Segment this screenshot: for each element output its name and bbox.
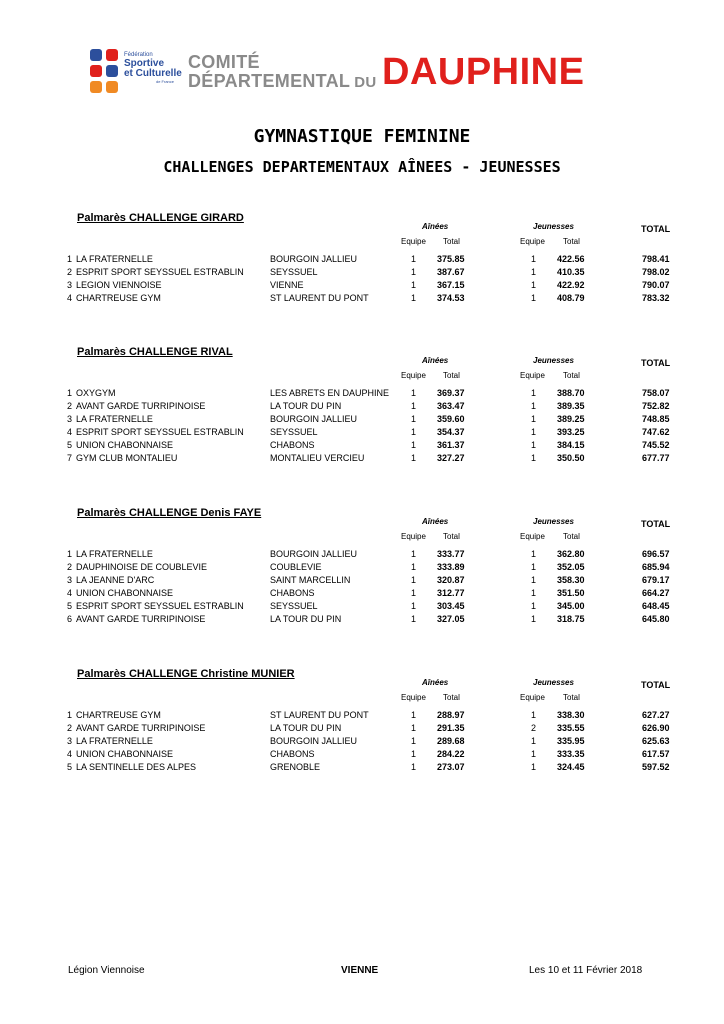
jeunesses-equipe: 1 [531,749,537,759]
grand-total: 747.62 [642,427,670,437]
ainees-equipe: 1 [411,440,417,450]
table-row [0,293,724,306]
ainees-total: 375.85 [437,254,465,264]
jeunesses-equipe: 1 [531,575,537,585]
grand-total: 625.63 [642,736,670,746]
ainees-equipe: 1 [411,749,417,759]
ainees-total: 374.53 [437,293,465,303]
club-name: AVANT GARDE TURRIPINOISE [76,614,206,624]
total-subheader: Total [443,237,460,246]
club-name: LA SENTINELLE DES ALPES [76,762,197,772]
city: ST LAURENT DU PONT [270,710,369,720]
total-subheader: Total [443,371,460,380]
jeunesses-total: 333.35 [557,749,585,759]
city: CHABONS [270,588,315,598]
jeunesses-total: 362.80 [557,549,585,559]
jeunesses-total: 351.50 [557,588,585,598]
jeunesses-total: 338.30 [557,710,585,720]
total-header: TOTAL [641,680,671,690]
total-subheader: Total [563,237,580,246]
city: SEYSSUEL [270,427,318,437]
ainees-equipe: 1 [411,267,417,277]
jeunesses-equipe: 1 [531,267,537,277]
jeunesses-equipe: 1 [531,414,537,424]
grand-total: 645.80 [642,614,670,624]
ainees-equipe: 1 [411,453,417,463]
ainees-total: 359.60 [437,414,465,424]
club-name: LA FRATERNELLE [76,414,153,424]
ainees-total: 363.47 [437,401,465,411]
city: CHABONS [270,749,315,759]
jeunesses-total: 410.35 [557,267,585,277]
rank: 2 [67,562,73,572]
ainees-equipe: 1 [411,254,417,264]
table-row [0,549,724,562]
ainees-equipe: 1 [411,614,417,624]
rank: 1 [67,549,73,559]
rank: 4 [67,749,73,759]
jeunesses-equipe: 2 [531,723,537,733]
grand-total: 597.52 [642,762,670,772]
ainees-total: 327.27 [437,453,465,463]
club-name: OXYGYM [76,388,116,398]
jeunesses-header: Jeunesses [533,222,574,231]
rank: 5 [67,601,73,611]
jeunesses-equipe: 1 [531,440,537,450]
ainees-equipe: 1 [411,414,417,424]
rank: 4 [67,293,73,303]
equipe-subheader: Equipe [401,532,426,541]
ainees-header: Aînées [422,517,449,526]
jeunesses-equipe: 1 [531,388,537,398]
jeunesses-total: 358.30 [557,575,585,585]
ainees-equipe: 1 [411,575,417,585]
jeunesses-total: 384.15 [557,440,585,450]
ainees-total: 367.15 [437,280,465,290]
jeunesses-equipe: 1 [531,453,537,463]
city: SAINT MARCELLIN [270,575,351,585]
grand-total: 748.85 [642,414,670,424]
jeunesses-equipe: 1 [531,280,537,290]
footer-location: VIENNE [341,965,379,976]
grand-total: 752.82 [642,401,670,411]
total-header: TOTAL [641,358,671,368]
city: SEYSSUEL [270,601,318,611]
total-subheader: Total [443,693,460,702]
table-row [0,427,724,440]
rank: 2 [67,267,73,277]
grand-total: 685.94 [642,562,670,572]
club-name: DAUPHINOISE DE COUBLEVIE [76,562,208,572]
ainees-total: 291.35 [437,723,465,733]
city: COUBLEVIE [270,562,322,572]
page-subtitle: CHALLENGES DEPARTEMENTAUX AÎNEES - JEUNESSES [163,158,561,176]
section-title: Palmarès CHALLENGE Christine MUNIER [77,668,295,680]
ainees-total: 312.77 [437,588,465,598]
footer-organizer: Légion Viennoise [68,965,145,976]
club-name: GYM CLUB MONTALIEU [76,453,178,463]
jeunesses-equipe: 1 [531,293,537,303]
ainees-equipe: 1 [411,280,417,290]
city: MONTALIEU VERCIEU [270,453,365,463]
jeunesses-total: 318.75 [557,614,585,624]
table-row [0,267,724,280]
club-name: ESPRIT SPORT SEYSSUEL ESTRABLIN [76,601,244,611]
city: LA TOUR DU PIN [270,614,342,624]
jeunesses-total: 335.95 [557,736,585,746]
rank: 5 [67,762,73,772]
rank: 4 [67,427,73,437]
rank: 1 [67,388,73,398]
club-name: AVANT GARDE TURRIPINOISE [76,723,206,733]
club-name: LA FRATERNELLE [76,254,153,264]
equipe-subheader: Equipe [401,237,426,246]
jeunesses-equipe: 1 [531,401,537,411]
ainees-total: 387.67 [437,267,465,277]
club-name: AVANT GARDE TURRIPINOISE [76,401,206,411]
table-row [0,562,724,575]
jeunesses-equipe: 1 [531,562,537,572]
ainees-equipe: 1 [411,549,417,559]
club-name: ESPRIT SPORT SEYSSUEL ESTRABLIN [76,427,244,437]
ainees-total: 273.07 [437,762,465,772]
ainees-equipe: 1 [411,427,417,437]
table-row [0,453,724,466]
rank: 6 [67,614,73,624]
table-row [0,614,724,627]
rank: 3 [67,414,73,424]
jeunesses-total: 335.55 [557,723,585,733]
table-row [0,601,724,614]
city: LA TOUR DU PIN [270,723,342,733]
jeunesses-equipe: 1 [531,427,537,437]
ainees-equipe: 1 [411,736,417,746]
ainees-total: 288.97 [437,710,465,720]
departemental-word: DÉPARTEMENTAL [188,71,351,91]
jeunesses-total: 350.50 [557,453,585,463]
du-word: DU [354,74,377,91]
total-header: TOTAL [641,224,671,234]
federation-name [124,52,184,84]
federation-line4: de France [156,79,175,84]
table-row [0,254,724,267]
grand-total: 626.90 [642,723,670,733]
jeunesses-total: 422.56 [557,254,585,264]
section-title: Palmarès CHALLENGE RIVAL [77,346,233,358]
club-name: LA FRATERNELLE [76,549,153,559]
grand-total: 617.57 [642,749,670,759]
jeunesses-total: 388.70 [557,388,585,398]
ainees-equipe: 1 [411,401,417,411]
equipe-subheader: Equipe [520,693,545,702]
jeunesses-equipe: 1 [531,601,537,611]
table-row [0,710,724,723]
grand-total: 679.17 [642,575,670,585]
table-row [0,736,724,749]
rank: 3 [67,575,73,585]
section-title: Palmarès CHALLENGE Denis FAYE [77,507,262,519]
grand-total: 627.27 [642,710,670,720]
city: GRENOBLE [270,762,321,772]
table-row [0,749,724,762]
total-subheader: Total [443,532,460,541]
ainees-equipe: 1 [411,293,417,303]
table-row [0,762,724,775]
grand-total: 798.02 [642,267,670,277]
rank: 2 [67,723,73,733]
jeunesses-equipe: 1 [531,710,537,720]
grand-total: 758.07 [642,388,670,398]
ainees-total: 354.37 [437,427,465,437]
city: CHABONS [270,440,315,450]
jeunesses-equipe: 1 [531,736,537,746]
table-row [0,280,724,293]
ainees-total: 361.37 [437,440,465,450]
departemental-label [188,71,377,93]
section-title: Palmarès CHALLENGE GIRARD [77,212,244,224]
jeunesses-equipe: 1 [531,762,537,772]
ainees-equipe: 1 [411,601,417,611]
grand-total: 648.45 [642,601,670,611]
ainees-total: 333.89 [437,562,465,572]
jeunesses-total: 393.25 [557,427,585,437]
footer-date: Les 10 et 11 Février 2018 [529,965,643,976]
rank: 3 [67,280,73,290]
ainees-equipe: 1 [411,710,417,720]
jeunesses-equipe: 1 [531,549,537,559]
club-name: CHARTREUSE GYM [76,710,161,720]
jeunesses-total: 389.35 [557,401,585,411]
city: VIENNE [270,280,304,290]
city: ST LAURENT DU PONT [270,293,369,303]
federation-logo-icon [88,47,122,97]
page-title: GYMNASTIQUE FEMININE [253,126,471,147]
table-row [0,388,724,401]
jeunesses-equipe: 1 [531,254,537,264]
ainees-total: 320.87 [437,575,465,585]
city: BOURGOIN JALLIEU [270,736,358,746]
city: LES ABRETS EN DAUPHINE [270,388,390,398]
jeunesses-total: 389.25 [557,414,585,424]
table-row [0,575,724,588]
grand-total: 696.57 [642,549,670,559]
city: BOURGOIN JALLIEU [270,414,358,424]
jeunesses-total: 408.79 [557,293,585,303]
equipe-subheader: Equipe [520,371,545,380]
federation-line2: Sportive [124,58,165,69]
ainees-total: 333.77 [437,549,465,559]
club-name: LA FRATERNELLE [76,736,153,746]
jeunesses-equipe: 1 [531,614,537,624]
ainees-header: Aînées [422,356,449,365]
ainees-total: 327.05 [437,614,465,624]
city: LA TOUR DU PIN [270,401,342,411]
ainees-equipe: 1 [411,762,417,772]
rank: 1 [67,254,73,264]
rank: 3 [67,736,73,746]
rank: 2 [67,401,73,411]
grand-total: 798.41 [642,254,670,264]
grand-total: 677.77 [642,453,670,463]
rank: 7 [67,453,73,463]
jeunesses-total: 422.92 [557,280,585,290]
table-row [0,588,724,601]
table-row [0,401,724,414]
table-row [0,414,724,427]
ainees-total: 369.37 [437,388,465,398]
rank: 1 [67,710,73,720]
club-name: ESPRIT SPORT SEYSSUEL ESTRABLIN [76,267,244,277]
jeunesses-equipe: 1 [531,588,537,598]
total-header: TOTAL [641,519,671,529]
city: SEYSSUEL [270,267,318,277]
ainees-header: Aînées [422,222,449,231]
jeunesses-total: 345.00 [557,601,585,611]
club-name: UNION CHABONNAISE [76,588,174,598]
equipe-subheader: Equipe [520,532,545,541]
federation-line1: Fédération [124,52,153,58]
jeunesses-header: Jeunesses [533,517,574,526]
ainees-equipe: 1 [411,388,417,398]
dauphine-label: DAUPHINE [382,51,585,93]
grand-total: 783.32 [642,293,670,303]
ainees-total: 289.68 [437,736,465,746]
comite-label: COMITÉ [188,52,260,72]
equipe-subheader: Equipe [401,371,426,380]
jeunesses-total: 324.45 [557,762,585,772]
ainees-total: 303.45 [437,601,465,611]
jeunesses-total: 352.05 [557,562,585,572]
equipe-subheader: Equipe [520,237,545,246]
rank: 4 [67,588,73,598]
grand-total: 745.52 [642,440,670,450]
club-name: LA JEANNE D'ARC [76,575,155,585]
club-name: LEGION VIENNOISE [76,280,162,290]
club-name: UNION CHABONNAISE [76,749,174,759]
rank: 5 [67,440,73,450]
table-row [0,440,724,453]
club-name: CHARTREUSE GYM [76,293,161,303]
ainees-header: Aînées [422,678,449,687]
equipe-subheader: Equipe [401,693,426,702]
jeunesses-header: Jeunesses [533,356,574,365]
ainees-equipe: 1 [411,723,417,733]
jeunesses-header: Jeunesses [533,678,574,687]
ainees-equipe: 1 [411,562,417,572]
federation-line3: et Culturelle [124,68,182,79]
club-name: UNION CHABONNAISE [76,440,174,450]
total-subheader: Total [563,693,580,702]
table-row [0,723,724,736]
total-subheader: Total [563,532,580,541]
city: BOURGOIN JALLIEU [270,254,358,264]
ainees-equipe: 1 [411,588,417,598]
total-subheader: Total [563,371,580,380]
ainees-total: 284.22 [437,749,465,759]
city: BOURGOIN JALLIEU [270,549,358,559]
grand-total: 790.07 [642,280,670,290]
grand-total: 664.27 [642,588,670,598]
